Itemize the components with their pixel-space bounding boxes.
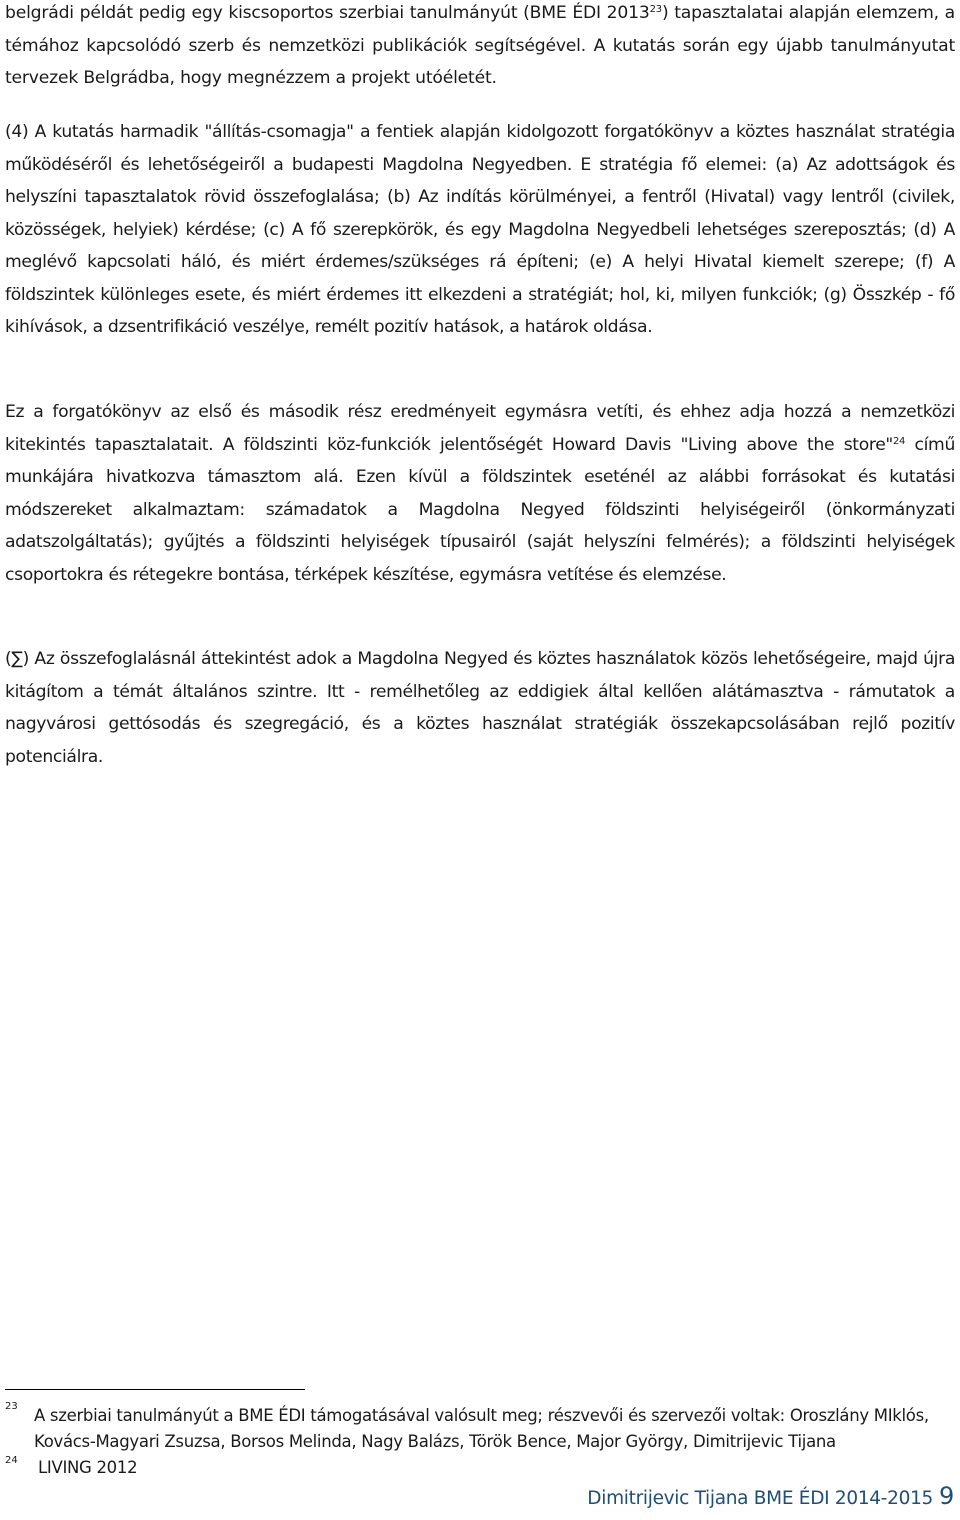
paragraph-5-text-b: című munkájára hivatkozva támasztom alá. Ezen kívül a földszintek eseténél az alábbi forrásokat és kutatási módszereket alkalmaztam: számadatok a Magdolna Negyed földszinti helyiségeiről (önkormányzati adatszolgáltatás); gyűjtés a földszinti helyiségek típusairól (saját helyszíni felmérés); a földszinti helyiségek csoportokra és rétegekre bontása, térképek készítése, egymásra vetítése és elemzése.: [5, 434, 955, 585]
paragraph-5: [5, 396, 955, 591]
footnote-ref-24[interactable]: 24: [892, 435, 906, 447]
paragraph-4-label: (4): [5, 122, 29, 142]
footnote-separator: [5, 1389, 305, 1390]
paragraph-4: [5, 116, 955, 344]
page-footer: [587, 1482, 954, 1510]
footnote-24-number: 24: [5, 1455, 18, 1466]
paragraph-summary-text-b: potenciálra.: [5, 746, 104, 767]
paragraph-4-term: forgatókönyv: [604, 122, 714, 142]
paragraph-summary-term: pozitív: [900, 714, 955, 734]
footnote-24-text: LIVING 2012: [38, 1458, 138, 1477]
paragraph-summary-text-a: Az összefoglalásnál áttekintést adok a Magdolna Negyed és köztes használatok közös lehetőségeire, majd újra kitágítom a témát általános szintre. Itt - remélhetőleg az eddigiek által kellően alátámasztva - rámutatok a nagyvárosi gettósodás és szegregáció, és a köztes használat stratégiák összekapcsolásában rejlő: [5, 649, 955, 734]
intro-text-start: belgrádi példát pedig egy kiscsoportos szerbiai tanulmányút (BME ÉDI 2013: [5, 3, 650, 23]
intro-paragraph: [5, 0, 955, 95]
page-number: 9: [939, 1482, 954, 1510]
paragraph-summary: [5, 643, 955, 773]
footnote-23-number: 23: [5, 1401, 18, 1412]
paragraph-4-text-b: a köztes használat stratégia működéséről és lehetőségeiről a budapesti Magdolna Negyedben. E stratégia fő elemei: (a) Az adottságok és helyszíni tapasztalatok rövid összefoglalása; (b) Az indítás körülményei, a fentről (Hivatal) vagy lentről (civilek, közösségek, helyiek) kérdése; (c) A fő szerepkörök, és egy Magdolna Negyedbeli lehetséges szereposztás; (d) A meglévő kapcsolati háló, és miért érdemes/szükséges rá építeni; (e) A helyi Hivatal kiemelt szerepe; (f) A földszintek különleges esete, és miért érdemes itt elkezdeni a stratégiát; hol, ki, milyen funkciók; (g) Összkép - fő kihívások, a dzsentrifikáció veszélye, remélt pozitív hatások, a határok oldása.: [5, 122, 955, 337]
footnote-23-text: A szerbiai tanulmányút a BME ÉDI támogatásával valósult meg; részvevői és szervezői voltak: Oroszlány MIklós, Kovács-Magyari Zsuzsa, Borsos Melinda, Nagy Balázs, Török Bence, Major György, Dimitrijevic Tijana: [34, 1406, 929, 1451]
paragraph-4-text-a: A kutatás harmadik "állítás-csomagja" a fentiek alapján kidolgozott: [34, 122, 599, 142]
paragraph-5-text-a: Ez a forgatókönyv az első és második rész eredményeit egymásra vetíti, és ehhez adja hozzá a nemzetközi kitekintés tapasztalatait. A földszinti köz-funkciók jelentőségét Howard Davis "Living above the store": [5, 402, 955, 455]
footnote-ref-23[interactable]: 23: [649, 4, 662, 15]
paragraph-summary-label: (∑): [5, 649, 29, 669]
footer-text: Dimitrijevic Tijana BME ÉDI 2014-2015: [587, 1488, 934, 1509]
intro-text-end: ) tapasztalatai alapján elemzem, a témához kapcsolódó szerb és nemzetközi publikációk segítségével. A kutatás során egy újabb tanulmányutat tervezek Belgrádba, hogy megnézzem a projekt utóéletét.: [5, 3, 956, 88]
